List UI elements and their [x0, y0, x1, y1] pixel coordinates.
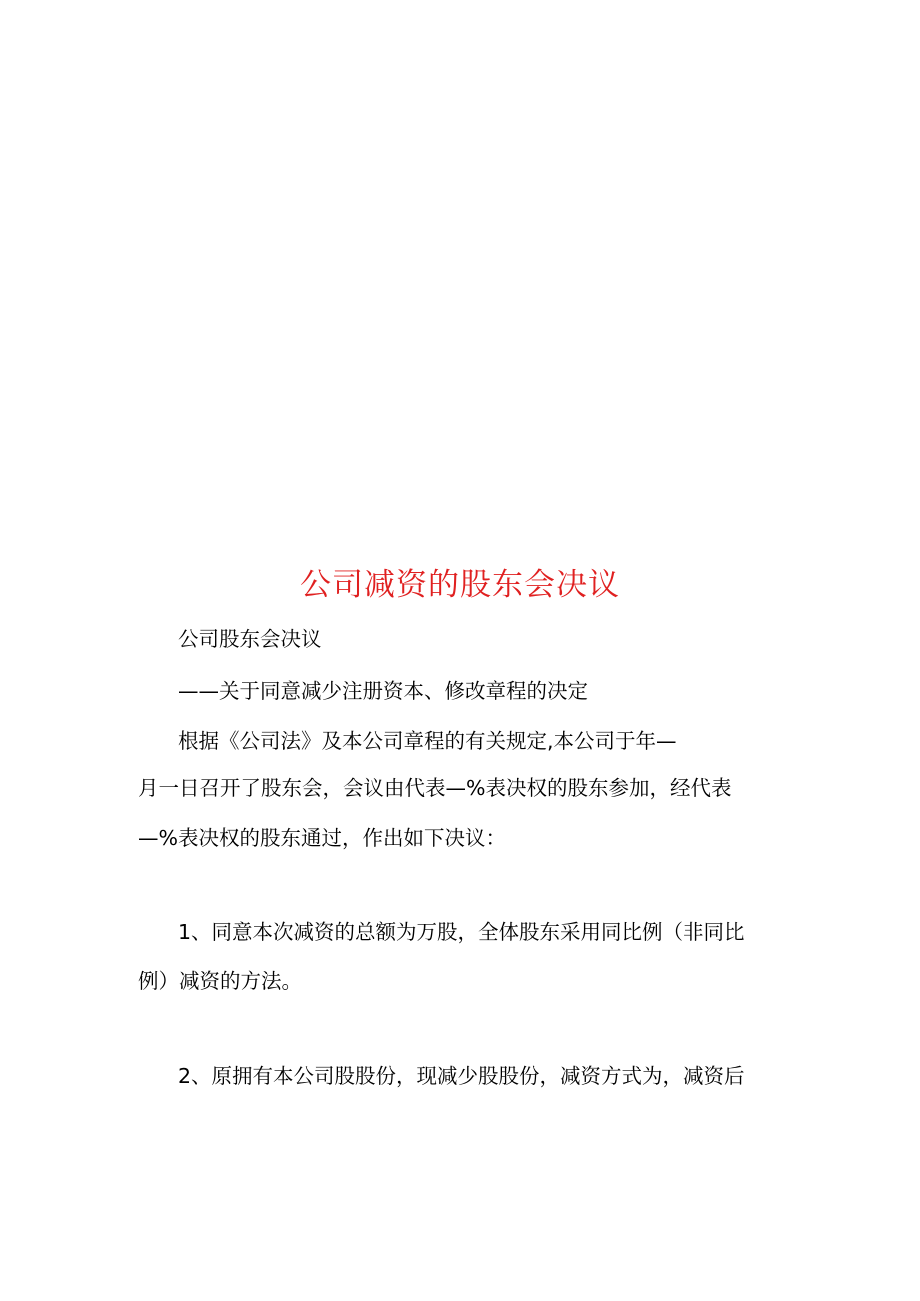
- paragraph-line: —%表决权的股东通过，作出如下决议：: [138, 826, 506, 850]
- paragraph-line: 根据《公司法》及本公司章程的有关规定,本公司于年—: [178, 729, 677, 753]
- document-title: 公司减资的股东会决议: [300, 567, 620, 603]
- resolution-item-1: 1、同意本次减资的总额为万股，全体股东采用同比例（非同比: [178, 920, 745, 944]
- resolution-heading: 公司股东会决议: [178, 627, 322, 651]
- paragraph-line: 月一日召开了股东会，会议由代表—%表决权的股东参加，经代表: [138, 776, 732, 800]
- resolution-item-1-cont: 例）减资的方法。: [138, 969, 302, 993]
- resolution-subtitle: ——关于同意减少注册资本、修改章程的决定: [178, 679, 588, 703]
- resolution-item-2: 2、原拥有本公司股股份，现减少股股份，减资方式为，减资后: [178, 1064, 745, 1088]
